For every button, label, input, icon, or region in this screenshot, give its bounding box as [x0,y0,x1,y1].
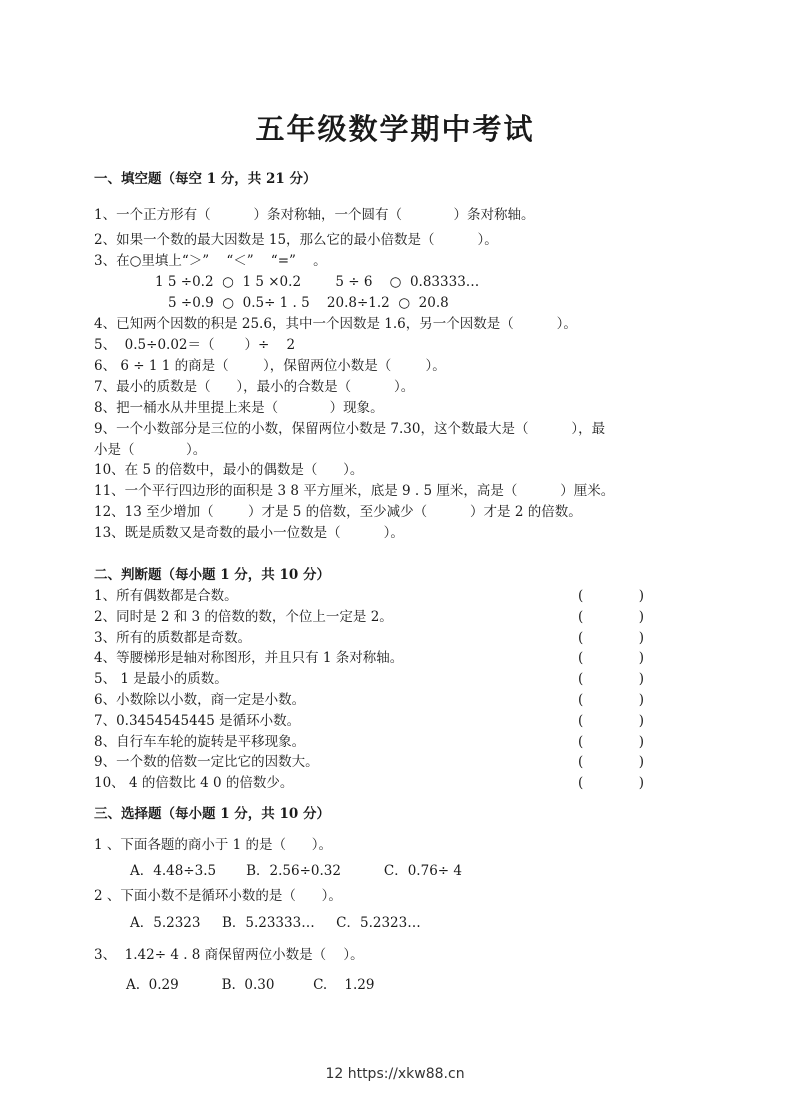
true-false-item: 10、 4 的倍数比 4 0 的倍数少。 [94,775,294,791]
question-line: 5、 0.5÷0.02＝（ ）÷ 2 [94,337,296,353]
paren-close: ) [638,588,644,604]
paren-close: ) [638,775,644,791]
true-false-item: 2、同时是 2 和 3 的倍数的数，个位上一定是 2。 [94,609,393,625]
question-line: 13、既是质数又是奇数的最小一位数是（ ）。 [94,525,404,541]
question-line: 2、如果一个数的最大因数是 15，那么它的最小倍数是（ ）。 [94,232,498,248]
section-heading-multiple-choice: 三、选择题（每小题 1 分，共 10 分） [94,806,330,822]
question-line: 7、最小的质数是（ ），最小的合数是（ ）。 [94,379,415,395]
question-line: 11、一个平行四边形的面积是 3 8 平方厘米，底是 9 . 5 厘米，高是（ ）厘米。 [94,483,615,499]
page-title: 五年级数学期中考试 [255,112,535,146]
paren-open: ( [578,588,584,604]
paren-close: ) [638,630,644,646]
paren-close: ) [638,609,644,625]
question-line: 12、13 至少增加（ ）才是 5 的倍数，至少减少（ ）才是 2 的倍数。 [94,504,582,520]
section-heading-true-false: 二、判断题（每小题 1 分，共 10 分） [94,567,330,583]
true-false-item: 5、 1 是最小的质数。 [94,671,228,687]
question-line: 3、在○里填上“＞” “＜” “=” 。 [94,253,327,269]
true-false-item: 1、所有偶数都是合数。 [94,588,238,604]
choice-options: A．5.2323 B．5.23333… C．5.2323… [130,915,421,931]
paren-open: ( [578,775,584,791]
question-line: 小是（ ）。 [94,442,207,458]
question-line: 6、 6 ÷ 1 1 的商是（ ），保留两位小数是（ ）。 [94,358,446,374]
paren-close: ) [638,650,644,666]
true-false-item: 8、自行车车轮的旋转是平移现象。 [94,734,306,750]
question-line: 2 、下面小数不是循环小数的是（ ）。 [94,888,342,904]
paren-close: ) [638,754,644,770]
paren-open: ( [578,650,584,666]
question-line: 1 、下面各题的商小于 1 的是（ ）。 [94,837,333,853]
paren-open: ( [578,630,584,646]
paren-close: ) [638,671,644,687]
true-false-item: 4、等腰梯形是轴对称图形，并且只有 1 条对称轴。 [94,650,404,666]
question-line: 9、一个小数部分是三位的小数，保留两位小数是 7.30，这个数最大是（ ），最 [94,421,606,437]
paren-open: ( [578,671,584,687]
question-line: 8、把一桶水从井里提上来是（ ）现象。 [94,400,384,416]
true-false-item: 7、0.3454545445 是循环小数。 [94,713,301,729]
paren-open: ( [578,692,584,708]
paren-open: ( [578,734,584,750]
paren-close: ) [638,713,644,729]
question-line: 4、已知两个因数的积是 25.6，其中一个因数是 1.6，另一个因数是（ ）。 [94,316,577,332]
paren-close: ) [638,692,644,708]
question-line: 1、一个正方形有（ ）条对称轴，一个圆有（ ）条对称轴。 [94,207,535,223]
section-heading-fill-in: 一、填空题（每空 1 分，共 21 分） [94,171,317,187]
true-false-item: 6、小数除以小数，商一定是小数。 [94,692,306,708]
paren-open: ( [578,713,584,729]
question-line: 5 ÷0.9 ○ 0.5÷ 1 . 5 20.8÷1.2 ○ 20.8 [168,295,449,311]
paren-open: ( [578,609,584,625]
question-line: 3、 1.42÷ 4 . 8 商保留两位小数是（ ）。 [94,947,364,963]
page-footer: 12 https://xkw88.cn [325,1066,465,1082]
choice-options: A. 0.29 B. 0.30 C. 1.29 [126,977,375,993]
true-false-item: 9、一个数的倍数一定比它的因数大。 [94,754,319,770]
true-false-item: 3、所有的质数都是奇数。 [94,630,252,646]
paren-close: ) [638,734,644,750]
choice-options: A．4.48÷3.5 B．2.56÷0.32 C．0.76÷ 4 [130,863,462,879]
question-line: 10、在 5 的倍数中，最小的偶数是（ ）。 [94,462,364,478]
paren-open: ( [578,754,584,770]
question-line: 1 5 ÷0.2 ○ 1 5 ×0.2 5 ÷ 6 ○ 0.83333… [155,274,480,290]
